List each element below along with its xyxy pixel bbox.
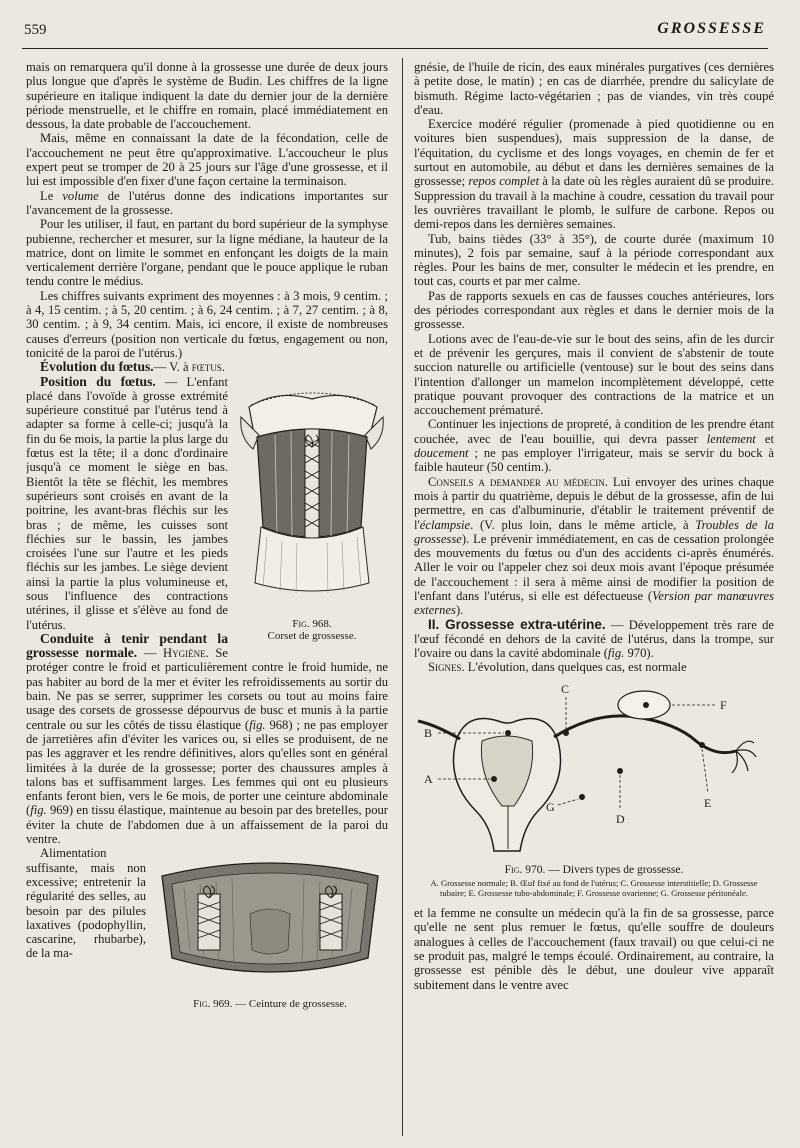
- paragraph: mais on remarquera qu'il donne à la grossesse une durée de deux jours plus longue que d'après le système de Budin. Les chiffres de la ligne supérieure en italique indiquent la date du dernier jour de la dernière période menstruelle, et le chiffre en romain, placé immédiatement en dessous, la date probable de l'accouchement.: [26, 60, 388, 132]
- paragraph: Pour les utiliser, il faut, en partant du bord supérieur de la symphyse pubienne, rechercher et mesurer, sur la ligne médiane, la hauteur de la matrice, dont on limite le sommet en enfonçant les doigts de la main verticalement derrière l'organe, pendant que le pouce applique le ruban tendu contre le médius.: [26, 217, 388, 289]
- label-b: B: [424, 725, 433, 740]
- column-divider: [402, 58, 403, 1136]
- figure-970: [414, 681, 774, 898]
- figure-number: Fig. 970.: [504, 864, 546, 877]
- label-c: C: [561, 681, 570, 696]
- label-a: A: [424, 771, 433, 786]
- paragraph: Pas de rapports sexuels en cas de fausses couches antérieures, lors des périodes correspondant aux règles et dans le dernier mois de la grossesse.: [414, 288, 774, 332]
- figure-caption: — Ceinture de grossesse.: [235, 997, 347, 1010]
- paragraph: Alimentation suffisante, mais non excessive; entretenir la régularité des selles, au besoin par des pilules laxatives (podophyllin, cascarine, rhubarbe), de la ma-: [26, 846, 146, 961]
- paragraph: Exercice modéré régulier (promenade à pied quotidienne ou en voitures bien suspendues), mais suppression de la danse, de l'équitation, du cyclisme et des longs voyages, en chemin de fer et surtout en automobile, au début et dans les dernières semaines de la grossesse; repos complet à la date où les règles auraient dû se produire. Suppression du travail à la machine à coudre, cessation du travail pour les ouvrières travaillant le plomb, le sulfure de carbone. Repos ou demi-repos dans les dernières semaines.: [414, 117, 774, 232]
- running-head: GROSSESSE: [657, 20, 766, 37]
- paragraph: Position du fœtus. — L'enfant placé dans l'ovoïde à grosse extrémité supérieure constitué par l'utérus tend à adapter sa forme à celle-ci; jusqu'à la fin du 6e mois, la partie la plus large du fœtus est la tête; il a donc d'ordinaire jusqu'à ce moment le siège en bas. Bientôt la tête se fléchit, les membres supérieurs sont croisés en avant de la poitrine, les avant-bras fléchis sur les bras ; de même, les cuisses sont fléchies sur le bassin, les jambes croisées l'une sur l'autre et les pieds fléchis sur les jambes. Le siège devient ainsi la partie la plus volumineuse et, sous l'influence des contractions utérines, il glisse et s'élève au fond de l'utérus.: [26, 373, 228, 632]
- paragraph: Lotions avec de l'eau-de-vie sur le bout des seins, afin de les durcir et de prévenir les gerçures, mais il convient de s'abstenir de toute succion naturelle ou artificielle (ventouse) sur le bout des seins dans l'intention d'allonger un mamelon incomplètement développé, cette pratique pouvant provoquer des contractions de la matrice et un accouchement prématuré.: [414, 331, 774, 418]
- page-number: 559: [24, 22, 47, 38]
- paragraph: Le volume de l'utérus donne des indications importantes sur l'avancement de la grossesse.: [26, 188, 388, 217]
- paragraph: et la femme ne consulte un médecin qu'à la fin de sa grossesse, parce qu'elle ne sent plus remuer le fœtus, qu'elle souffre de douleurs analogues à celles de l'accouchement (faux travail) ou que celui-ci ne se produit pas, malgré le temps écoulé. Ordinairement, au contraire, la grossesse est pénible dès le début, une douleur vive apparaît subitement dans le ventre avec: [414, 906, 774, 992]
- paragraph: Signes. L'évolution, dans quelques cas, est normale: [428, 660, 687, 675]
- paragraph: Continuer les injections de propreté, à condition de les prendre étant couchée, avec de l'eau bouillie, qui devra passer lentement et doucement ; ne pas employer l'irrigateur, mais se servir du bock à faible hauteur (50 centim.).: [414, 417, 774, 475]
- right-column: [414, 60, 774, 1136]
- corset-illustration: [237, 377, 387, 613]
- paragraph: II. Grossesse extra-utérine. — Développement très rare de l'œuf fécondé en dehors de la cavité de l'utérus, dans la trompe, sur l'ovaire ou dans la cavité abdominale (fig. 970).: [414, 616, 774, 661]
- paragraph: gnésie, de l'huile de ricin, des eaux minérales purgatives (ces dernières à petite dose, le matin) ; en cas de diarrhée, prendre du salicylate de bismuth. Régime lacto-végétarien ; pas de viandes, vin très coupé d'eau.: [414, 60, 774, 117]
- paragraph: Les chiffres suivants expriment des moyennes : à 3 mois, 9 centim. ; à 4, 15 centim. ; à 5, 20 centim. ; à 6, 24 centim. ; à 7, 27 centim. ; à 8, 30 centim. ; à 9, 34 centim. Mais, ici encore, il existe de nombreuses causes d'erreurs (position non verticale du fœtus, engagement ou non, tonicité de la paroi de l'utérus.): [26, 288, 388, 360]
- label-e: E: [704, 795, 712, 810]
- page-header: [22, 18, 768, 49]
- figure-969: [152, 854, 388, 1014]
- figure-number: Fig. 969.: [193, 997, 233, 1010]
- section-heading: Conduite à tenir pendant la grossesse normale. — Hygiène. Se protéger contre le froid et particulièrement contre le froid humide, ne pas habiter au bord de la mer et éviter les refroidissements au sortir du bain. Ne pas se serrer, supprimer les corsets ou tout au moins faire usage des corsets de grossesse dépourvus de busc et munis à la partie centrale ou sur les côtés de tissu élastique (fig. 968) ; ne pas employer de jarretières afin d'éviter les varices ou, si elles se produisent, de ne pas les aggraver et les rendre définitives, alors qu'elles sont en général limitées à la durée de la grossesse; porter des chaussures amples à talons bas et suffisamment larges. Les femmes qui ont eu plusieurs enfants feront bien, vers le 6e mois, de porter une ceinture abdominale (fig. 969) en tissu élastique, maintenue au besoin par des bretelles, pour éviter la chute de l'abdomen due à un affaissement de la paroi du ventre.: [26, 630, 388, 847]
- label-g: G: [546, 799, 555, 814]
- label-f: F: [720, 697, 727, 712]
- figure-legend: A. Grossesse normale; B. Œuf fixé au fond de l'utérus; C. Grossesse interstitielle; D. Grossesse tubaire; E. Grossesse tubo-abdominale; F. Grossesse ovarienne; G. Grossesse péritonéale.: [430, 878, 758, 899]
- figure-968: [236, 377, 388, 645]
- belt-illustration: [154, 854, 386, 992]
- figure-number: Fig. 968.: [292, 617, 332, 630]
- left-column: [26, 60, 388, 1136]
- figure-caption: Corset de grossesse.: [267, 629, 357, 642]
- paragraph: Conseils a demander au médecin. Lui envoyer des urines chaque mois à partir du quatrième, depuis le début de la grossesse, afin de lui permettre, en cas d'albuminurie, d'établir le traitement préventif de l'éclampsie. (V. plus loin, dans le même article, à Troubles de la grossesse). Le prévenir immédiatement, en cas de cessation prolongée des mouvements du fœtus ou d'un des accidents ci-après énumérés. Aller le voir ou l'appeler chez soi deux mois avant l'époque présumée de l'accouchement : il sera à même ainsi de modifier la position de l'enfant dans l'utérus, si elle est défectueuse (Version par manœuvres externes).: [414, 474, 774, 618]
- label-d: D: [616, 811, 625, 826]
- figure-caption: — Divers types de grossesse.: [548, 864, 684, 877]
- paragraph: Tub, bains tièdes (33° à 35°), de courte durée (maximum 10 minutes), 2 fois par semaine, sauf à la période correspondant aux règles. Pour les bains de mer, consulter le médecin et les prendre, en tout cas, courts et par mer calme.: [414, 231, 774, 289]
- paragraph: Mais, même en connaissant la date de la fécondation, celle de l'accouchement ne peut être qu'approximative. L'accoucheur le plus expert peut se tromper de 20 à 25 jours sur l'âge d'une grossesse, et il lui est impossible d'en fixer d'une façon certaine la terminaison.: [26, 131, 388, 189]
- section-heading: Évolution du fœtus.— V. à fœtus.: [40, 359, 225, 375]
- uterus-diagram: [416, 681, 772, 859]
